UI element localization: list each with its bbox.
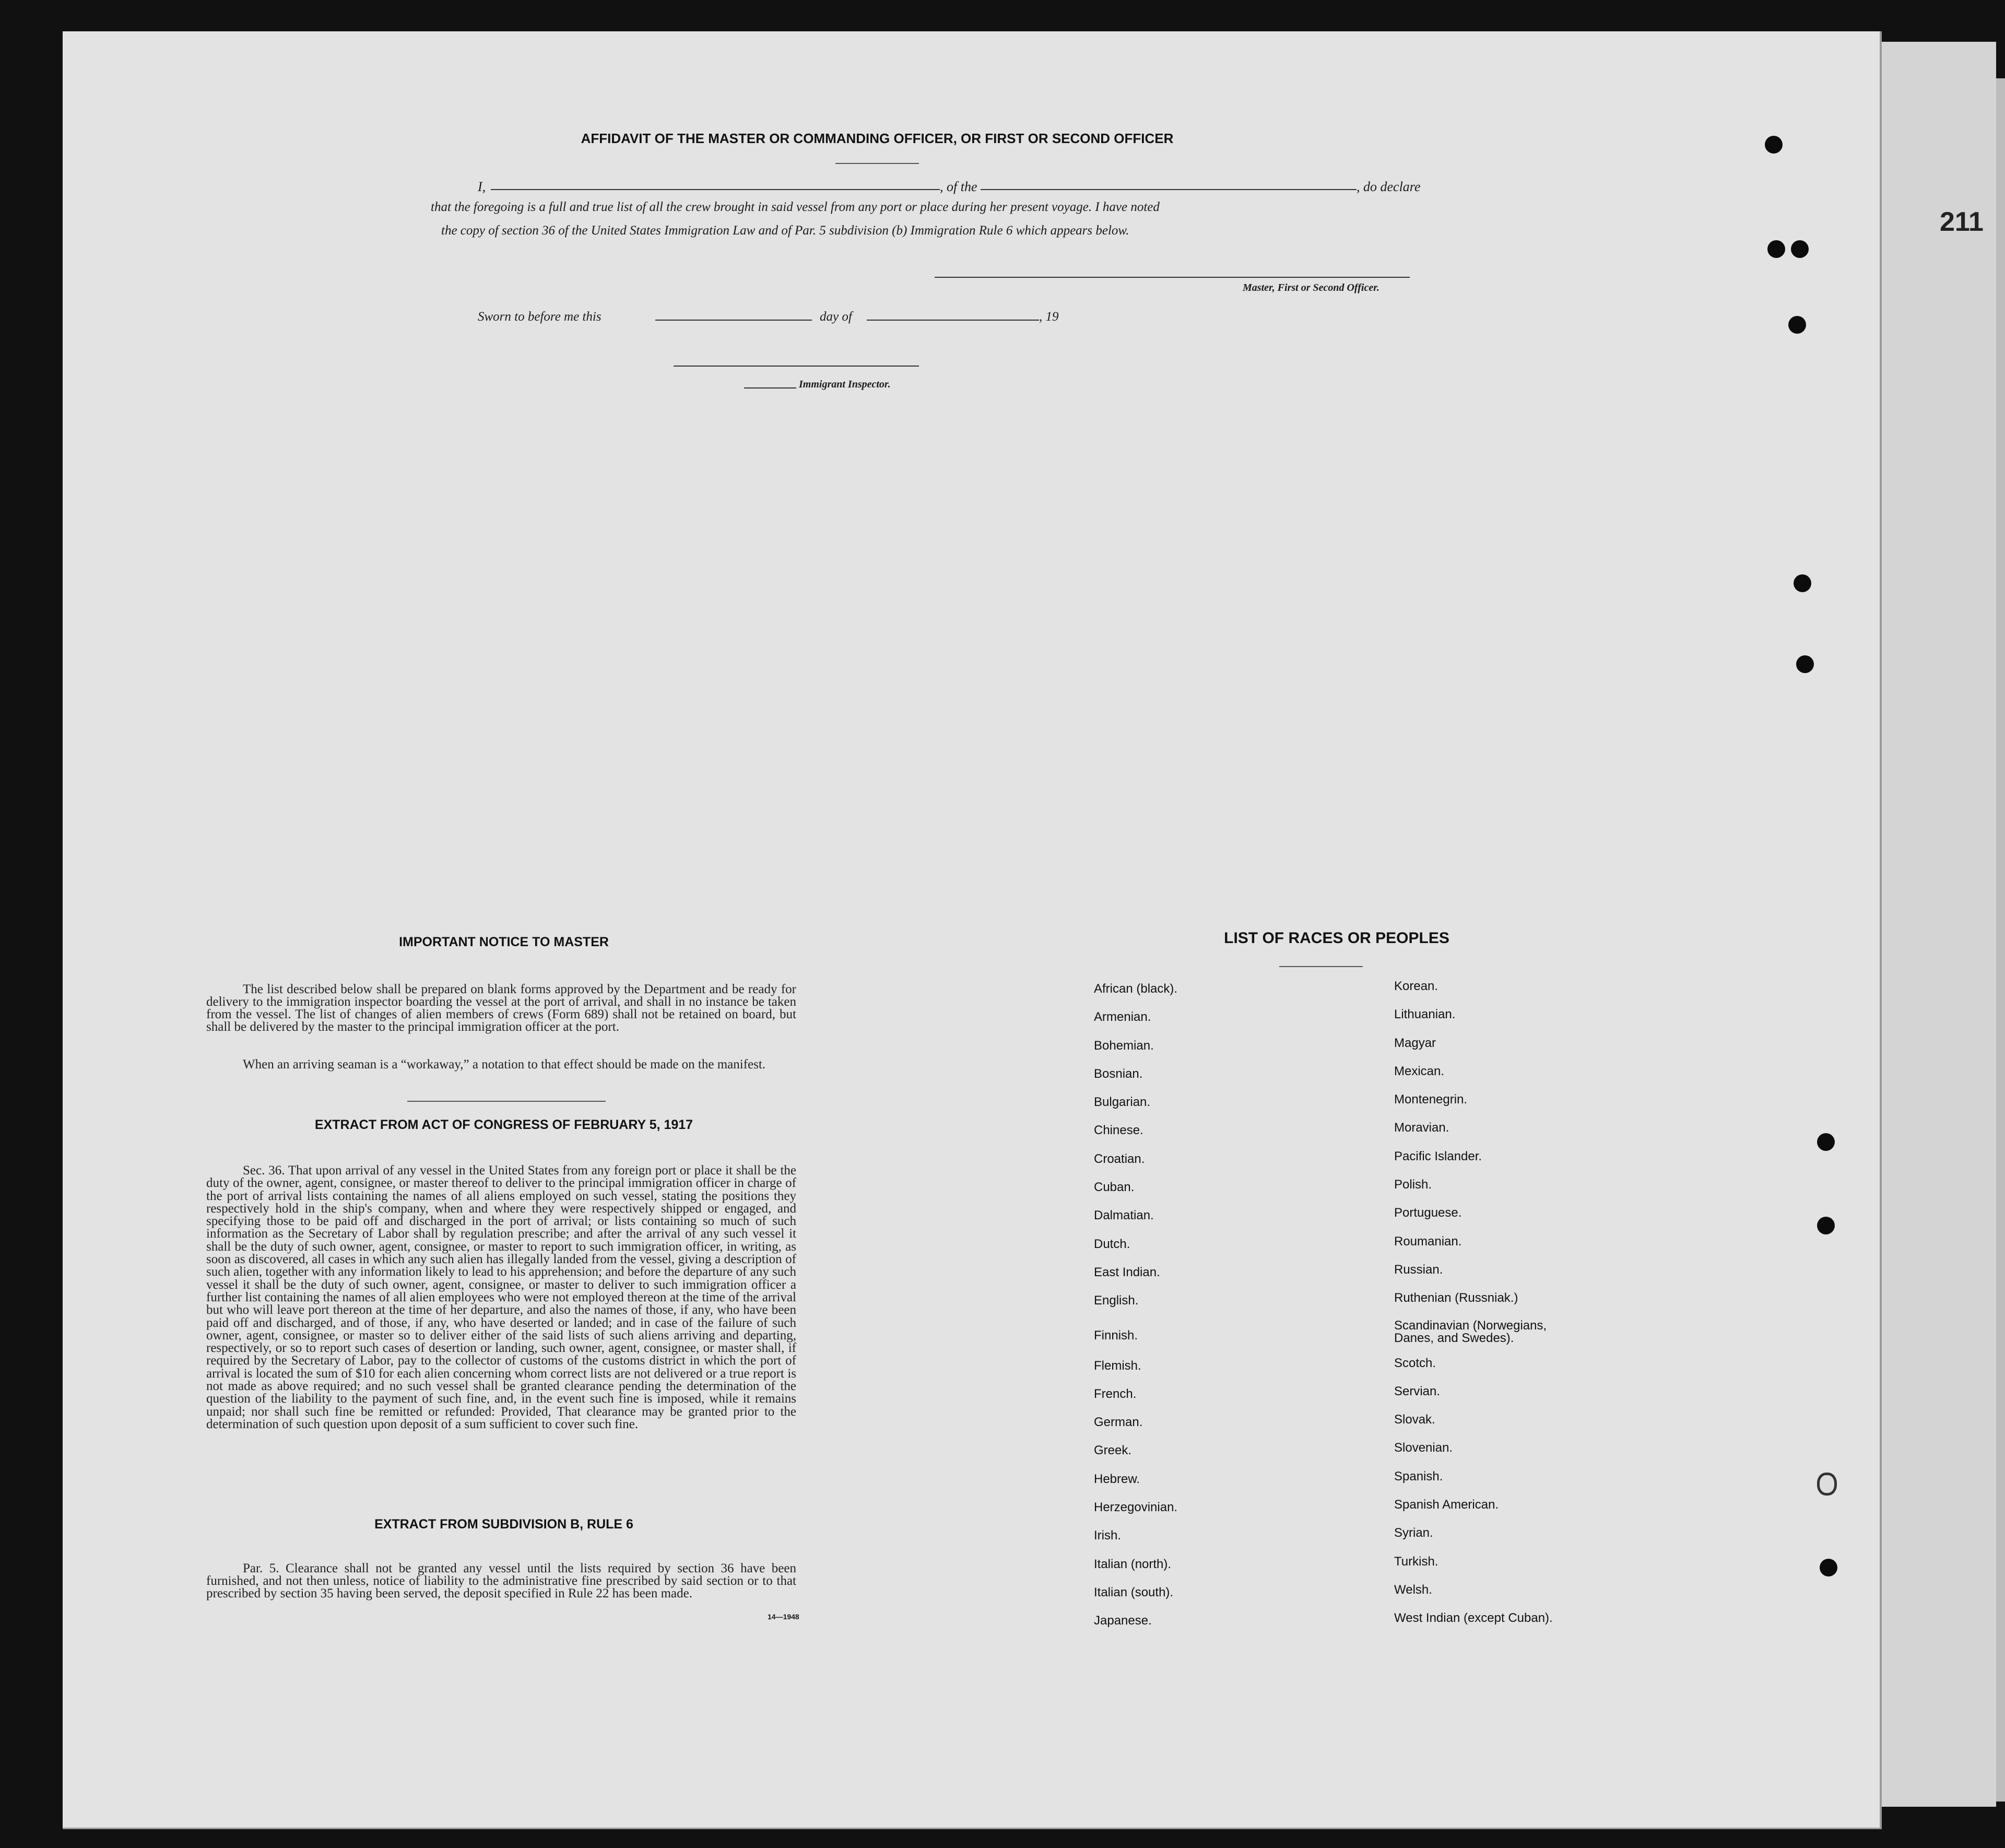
document-page [63, 31, 1882, 1829]
binder-hole-icon [1817, 1133, 1835, 1151]
race-item: Ruthenian (Russniak.) [1394, 1291, 1518, 1305]
vessel-blank [981, 189, 1357, 190]
race-item: Armenian. [1094, 1010, 1151, 1025]
race-item: Finnish. [1094, 1328, 1138, 1343]
race-item: Lithuanian. [1394, 1007, 1456, 1022]
signature-line [935, 277, 1410, 278]
race-item: West Indian (except Cuban). [1394, 1611, 1553, 1626]
race-item: Italian (south). [1094, 1585, 1174, 1599]
race-item: Polish. [1394, 1178, 1432, 1192]
declaration-line-2: that the foregoing is a full and true list of all the crew brought in said vessel from any port or place during her present voyage. I have noted [431, 200, 1160, 214]
race-item: Syrian. [1394, 1526, 1433, 1540]
sworn-start: Sworn to before me this [478, 310, 602, 324]
race-item: Dalmatian. [1094, 1208, 1154, 1223]
race-item: Irish. [1094, 1528, 1122, 1543]
race-item: Chinese. [1094, 1123, 1143, 1138]
race-item: Spanish American. [1394, 1498, 1499, 1512]
race-item: Hebrew. [1094, 1472, 1140, 1486]
binder-ring-icon [1817, 1473, 1837, 1496]
race-item: English. [1094, 1293, 1139, 1308]
race-item: Slovenian. [1394, 1441, 1453, 1455]
declaration-start: I, [478, 179, 486, 194]
declaration-end: , do declare [1357, 179, 1421, 194]
section-36-text: Sec. 36. That upon arrival of any vessel in the United States from any foreign port or place it shall be the duty of the owner, agent, consignee, or master thereof to deliver to the principal immigration officer in charge of the port of arrival lists containing the names of all aliens employed on such vessel, stating the positions they respectively hold in the ship's company, when and where they were respectively shipped or engaged, and specifying those to be paid off and discharged in the port of arrival; or lists containing so much of such information as the Secretary of Labor shall by regulation prescribe; and after the arrival of any such vessel it shall be the duty of such owner, agent, consignee, or master to report to such immigration officer, in writing, as soon as discovered, all cases in which any such alien has illegally landed from the vessel, giving a description of such alien, together with any information likely to lead to his apprehension; and before the departure of any such vessel it shall be the duty of such owner, agent, consignee, or master to deliver to such immigration officer a further list containing the names of all alien employees who were not employed thereon at the time of the arrival but who will leave port thereon at the time of her departure, and also the names of those, if any, who have been paid off and discharged, and of those, if any, who have deserted or landed; and in case of the failure of such owner, agent, consignee, or master so to deliver either of the said lists of such aliens arriving and departing, respectively, or so to report such cases of desertion or landing, such owner, agent, consignee, or master shall, if required by the Secretary of Labor, pay to the collector of customs of the customs district in which the port of arrival is located the sum of $10 for each alien concerning whom correct lists are not delivered or a true report is not made as above required; and no such vessel shall be granted clearance pending the determination of the question of the liability to the payment of such fine, and, in the event such fine is imposed, while it remains unpaid; nor shall such fine be remitted or refunded: Provided, That clearance may be granted prior to the determination of such question upon deposit of a sum sufficient to cover such fine. [206, 1163, 796, 1431]
month-blank [867, 320, 1039, 321]
inspector-label: Immigrant Inspector. [799, 379, 891, 390]
race-item: French. [1094, 1386, 1137, 1401]
race-item: Servian. [1394, 1384, 1441, 1398]
race-item: Croatian. [1094, 1151, 1145, 1166]
race-item: Scandinavian (Norwegians, Danes, and Swedes). [1394, 1318, 1547, 1345]
inspector-dash [744, 387, 796, 389]
declaration-mid: , of the [940, 179, 977, 194]
divider [835, 163, 919, 164]
race-item: Korean. [1394, 979, 1438, 993]
races-left-column [1094, 982, 1365, 1642]
binder-hole-icon [1788, 316, 1806, 334]
race-item: Herzegovinian. [1094, 1500, 1178, 1515]
notice-title: IMPORTANT NOTICE TO MASTER [399, 935, 609, 949]
races-title: LIST OF RACES OR PEOPLES [1224, 929, 1449, 947]
race-item: Moravian. [1394, 1121, 1449, 1135]
day-blank [655, 320, 812, 321]
race-item: Bohemian. [1094, 1038, 1154, 1053]
race-item: Flemish. [1094, 1358, 1141, 1373]
signature-label: Master, First or Second Officer. [1243, 282, 1379, 293]
binder-hole-icon [1791, 240, 1809, 258]
binder-hole-icon [1765, 136, 1783, 154]
race-item: Russian. [1394, 1262, 1443, 1277]
divider [407, 1101, 606, 1102]
race-item: Cuban. [1094, 1180, 1135, 1195]
race-item: German. [1094, 1415, 1143, 1430]
page-number: 211 [1940, 207, 1984, 237]
sworn-mid: day of [820, 310, 852, 324]
race-item: Scotch. [1394, 1356, 1436, 1370]
race-item: Bulgarian. [1094, 1095, 1151, 1110]
sworn-end: , 19 [1039, 310, 1059, 324]
race-item: Portuguese. [1394, 1206, 1462, 1220]
notice-paragraph-2: When an arriving seaman is a “workaway,” a notation to that effect should be made on the manifest. [243, 1057, 766, 1072]
race-item: Dutch. [1094, 1237, 1130, 1251]
rule-6-text: Par. 5. Clearance shall not be granted any vessel until the lists required by section 36 have been furnished, and not then unless, notice of liability to the administrative fine prescribed by said section or to that prescribed by section 35 having been served, the deposit specified in Rule 22 has been made. [206, 1561, 796, 1600]
binder-hole-icon [1767, 240, 1785, 258]
race-item: East Indian. [1094, 1265, 1160, 1279]
race-item: Slovak. [1394, 1413, 1435, 1427]
inspector-signature-line [674, 366, 919, 367]
race-item: Roumanian. [1394, 1234, 1462, 1249]
race-item: Mexican. [1394, 1064, 1445, 1078]
race-item: Greek. [1094, 1443, 1132, 1458]
affidavit-title: AFFIDAVIT OF THE MASTER OR COMMANDING OFFICER, OR FIRST OR SECOND OFFICER [581, 131, 1174, 146]
race-item: Pacific Islander. [1394, 1149, 1482, 1163]
races-right-column [1394, 979, 1613, 1640]
name-blank [491, 189, 940, 190]
act-extract-title: EXTRACT FROM ACT OF CONGRESS OF FEBRUARY 5, 1917 [314, 1117, 693, 1132]
form-code: 14—1948 [768, 1612, 799, 1621]
race-item: Japanese. [1094, 1614, 1152, 1628]
race-item: Turkish. [1394, 1554, 1438, 1569]
binder-hole-icon [1820, 1559, 1837, 1576]
declaration-line-3: the copy of section 36 of the United States Immigration Law and of Par. 5 subdivision (b) Immigration Rule 6 which appears below. [441, 223, 1129, 238]
rule-extract-title: EXTRACT FROM SUBDIVISION B, RULE 6 [374, 1517, 633, 1532]
binder-hole-icon [1796, 655, 1814, 673]
race-item: Magyar [1394, 1035, 1436, 1050]
race-item: Montenegrin. [1394, 1092, 1468, 1107]
race-item: Italian (north). [1094, 1557, 1172, 1571]
race-item: Spanish. [1394, 1469, 1443, 1484]
race-item: Bosnian. [1094, 1066, 1143, 1081]
notice-paragraph-1: The list described below shall be prepared on blank forms approved by the Department and be ready for delivery to the immigration inspector boarding the vessel at the port of arrival, and shall in no instance be taken from the vessel. The list of changes of alien members of crews (Form 689) shall not be retained on board, but shall be delivered by the master to the principal immigration officer at the port. [206, 982, 796, 1034]
divider [1279, 966, 1363, 967]
race-item: Welsh. [1394, 1582, 1432, 1597]
binder-hole-icon [1817, 1217, 1835, 1234]
binder-hole-icon [1794, 574, 1811, 592]
race-item: African (black). [1094, 982, 1178, 996]
